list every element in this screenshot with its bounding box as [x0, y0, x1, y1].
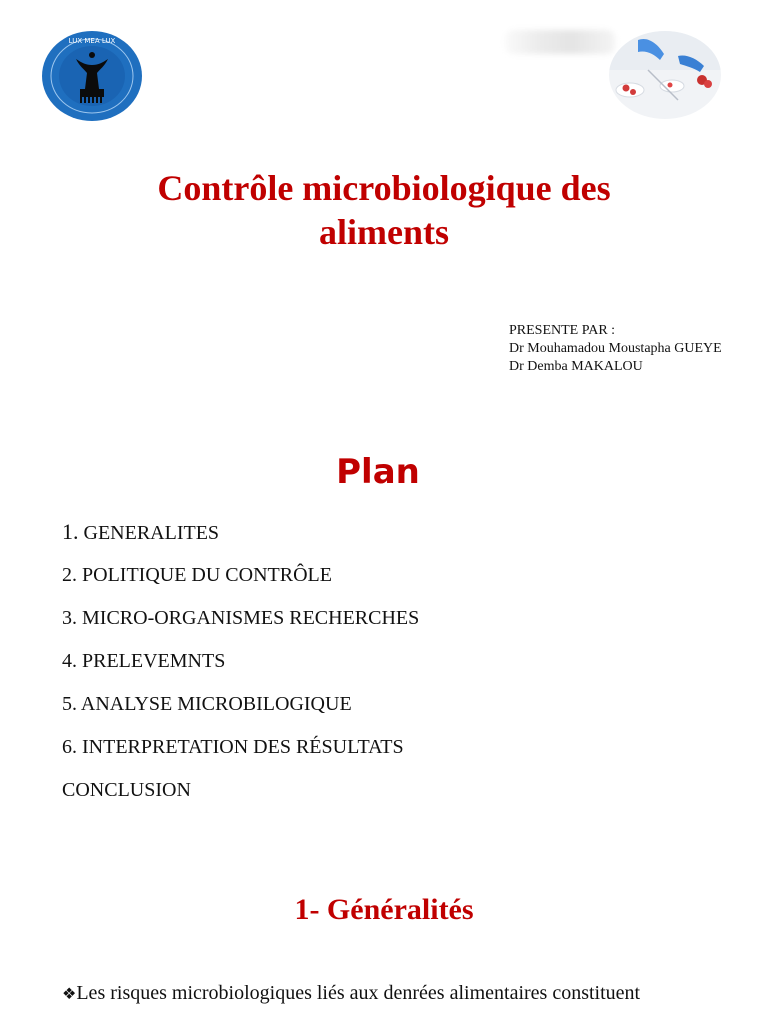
- presenters-label: PRESENTE PAR :: [509, 323, 616, 338]
- lab-photo: [608, 30, 722, 120]
- presenter-name: Dr Demba MAKALOU: [509, 359, 643, 374]
- title-line-1: Contrôle microbiologique des: [157, 168, 611, 208]
- title-line-2: aliments: [319, 212, 449, 252]
- plan-item: [62, 732, 419, 775]
- diamond-bullet-icon: ❖: [62, 986, 77, 1003]
- plan-item: [62, 560, 419, 603]
- document-title: [0, 166, 768, 254]
- plan-heading: Plan: [336, 452, 420, 492]
- section-heading: 1- Généralités: [294, 893, 474, 926]
- bullet-paragraph: [62, 978, 722, 1010]
- plan-item: [62, 646, 419, 689]
- presenter-name: Dr Mouhamadou Moustapha GUEYE: [509, 341, 722, 356]
- plan-item-text: CONCLUSION: [62, 779, 191, 801]
- seal-ring-text: LUX MEA LUX: [68, 37, 116, 45]
- paragraph-text: Les risques microbiologiques liés aux denrées alimentaires constituent: [76, 982, 641, 1004]
- plan-item-number: 1.: [62, 519, 79, 544]
- lab-gloves-food-photo-icon: [608, 30, 722, 120]
- plan-item-text: 5. ANALYSE MICROBILOGIQUE: [62, 693, 352, 715]
- plan-item: [62, 689, 419, 732]
- truncated-text-line: [150, 1016, 510, 1024]
- plan-item-text: GENERALITES: [78, 522, 220, 544]
- blurred-decoration: [505, 30, 615, 54]
- plan-item-text: 2. POLITIQUE DU CONTRÔLE: [62, 564, 332, 586]
- university-seal-logo: [40, 29, 144, 123]
- university-seal-icon: [40, 29, 144, 123]
- plan-item-text: 4. PRELEVEMNTS: [62, 650, 226, 672]
- plan-item: [62, 517, 419, 560]
- plan-item: [62, 603, 419, 646]
- plan-list: [62, 517, 419, 818]
- plan-item: [62, 775, 419, 818]
- plan-item-text: 3. MICRO-ORGANISMES RECHERCHES: [62, 607, 420, 629]
- plan-item-text: 6. INTERPRETATION DES RÉSULTATS: [62, 736, 404, 758]
- presenters-block: [509, 322, 722, 376]
